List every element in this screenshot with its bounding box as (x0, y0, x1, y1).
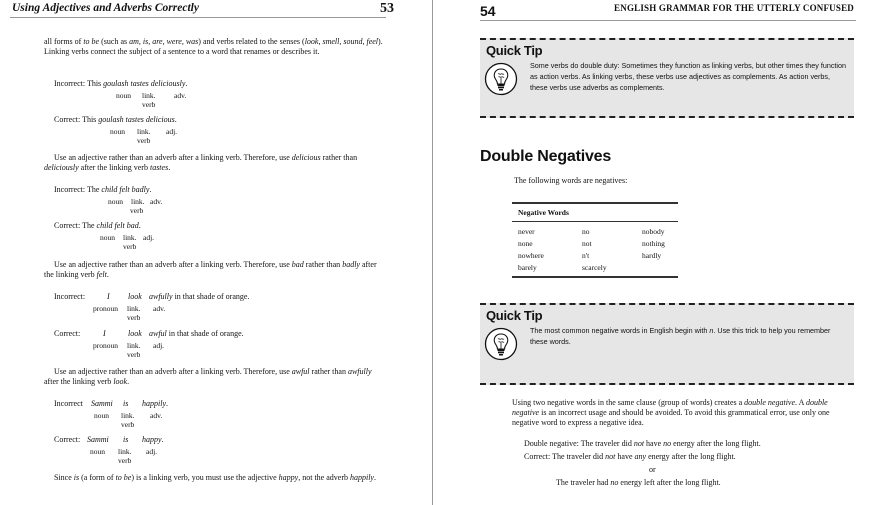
intro-paragraph: all forms of to be (such as am, is, are, were, was) and verbs related to the senses (look, smell, sound, feel). Linking verbs connect the subject of a sentence to a word that renames or describes it. (44, 37, 383, 56)
or-connector: or (649, 465, 656, 474)
part-of-speech-label: link. (121, 411, 135, 420)
example-sentence-rest: happily. (142, 399, 168, 408)
part-of-speech-label: link. (118, 447, 132, 456)
part-of-speech-label: adj. (153, 341, 165, 350)
quick-tip-box (480, 303, 854, 385)
example-word: Sammi (87, 435, 109, 444)
table-cell: never (518, 227, 535, 236)
part-of-speech-label: verb (123, 242, 137, 251)
lightbulb-icon (484, 327, 518, 361)
part-of-speech-label: adj. (166, 127, 178, 136)
page-number: 54 (480, 3, 496, 19)
table-column (582, 226, 607, 274)
example-sentence: Correct: (54, 329, 81, 338)
part-of-speech-label: verb (130, 206, 144, 215)
table-cell: n't (582, 251, 590, 260)
example-word: I (103, 329, 106, 338)
quick-tip-box (480, 38, 854, 118)
part-of-speech-label: adv. (174, 91, 187, 100)
example-sentence-rest: awful in that shade of orange. (149, 329, 244, 338)
example-sentence: Incorrect: (54, 292, 86, 301)
quick-tip-text: The most common negative words in English begin with n. Use this trick to help you remember these words. (530, 326, 831, 346)
header-rule (10, 17, 386, 18)
right-page (436, 0, 872, 505)
lightbulb-icon (484, 62, 518, 96)
example-sentence: The traveler had no energy left after the long flight. (556, 478, 721, 487)
example-word: is (123, 435, 129, 444)
part-of-speech-label: link. (127, 341, 141, 350)
example-word: look (128, 292, 142, 301)
negative-words-table (512, 202, 678, 278)
quick-tip-title: Quick Tip (486, 308, 543, 323)
table-body (512, 222, 678, 276)
explanation-paragraph: Using two negative words in the same clause (group of words) creates a double negative. A double negative is an incorrect usage and should be avoided. To avoid this grammatical error, use only one negative word to express a negative idea. (512, 398, 830, 427)
example-sentence: Correct: The traveler did not have any energy after the long flight. (524, 452, 736, 461)
table-column (642, 226, 665, 262)
table-cell: scarcely (582, 263, 607, 272)
part-of-speech-label: adv. (150, 411, 163, 420)
part-of-speech-label: pronoun (93, 304, 118, 313)
header-rule (480, 20, 856, 21)
example-word: I (107, 292, 110, 301)
part-of-speech-label: adj. (143, 233, 155, 242)
example-word: look (128, 329, 142, 338)
part-of-speech-label: link. (142, 91, 156, 100)
example-sentence: Incorrect: The child felt badly. (54, 185, 152, 194)
part-of-speech-label: verb (142, 100, 156, 109)
part-of-speech-label: verb (121, 420, 135, 429)
table-cell: hardly (642, 251, 662, 260)
part-of-speech-label: link. (137, 127, 151, 136)
table-cell: nothing (642, 239, 665, 248)
page-number: 53 (380, 1, 394, 16)
part-of-speech-label: link. (123, 233, 137, 242)
table-cell: none (518, 239, 533, 248)
example-sentence: Correct: The child felt bad. (54, 221, 141, 230)
part-of-speech-label: verb (127, 313, 141, 322)
part-of-speech-label: adv. (150, 197, 163, 206)
quick-tip-title: Quick Tip (486, 43, 543, 58)
table-header: Negative Words (512, 204, 678, 222)
explanation-paragraph: Use an adjective rather than an adverb after a linking verb. Therefore, use awful rather than awfully after the linking verb look. (44, 367, 372, 386)
part-of-speech-label: noun (90, 447, 105, 456)
explanation-paragraph: Since is (a form of to be) is a linking verb, you must use the adjective happy, not the adverb happily. (54, 473, 376, 482)
table-cell: not (582, 239, 592, 248)
example-sentence-rest: happy. (142, 435, 164, 444)
section-intro: The following words are negatives: (514, 176, 628, 185)
header-title: ENGLISH GRAMMAR FOR THE UTTERLY CONFUSED (614, 3, 854, 13)
example-word: is (123, 399, 129, 408)
example-word: Sammi (91, 399, 113, 408)
part-of-speech-label: link. (127, 304, 141, 313)
part-of-speech-label: adj. (146, 447, 158, 456)
part-of-speech-label: verb (127, 350, 141, 359)
left-page (0, 0, 430, 505)
part-of-speech-label: pronoun (93, 341, 118, 350)
part-of-speech-label: noun (100, 233, 115, 242)
table-cell: barely (518, 263, 537, 272)
part-of-speech-label: noun (108, 197, 123, 206)
table-cell: no (582, 227, 590, 236)
part-of-speech-label: noun (116, 91, 131, 100)
explanation-paragraph: Use an adjective rather than an adverb after a linking verb. Therefore, use delicious rather than deliciously after the linking verb tastes. (44, 153, 358, 172)
explanation-paragraph: Use an adjective rather than an adverb after a linking verb. Therefore, use bad rather than badly after the linking verb felt. (44, 260, 377, 279)
part-of-speech-label: adv. (153, 304, 166, 313)
example-sentence-rest: awfully in that shade of orange. (149, 292, 250, 301)
example-sentence: Double negative: The traveler did not have no energy after the long flight. (524, 439, 761, 448)
quick-tip-text: Some verbs do double duty: Sometimes they function as linking verbs, but other times they function as action verbs. As linking verbs, these verbs use adjectives as complements. As action verbs, these verbs use adverbs as complements. (530, 61, 847, 92)
part-of-speech-label: verb (118, 456, 132, 465)
part-of-speech-label: noun (110, 127, 125, 136)
part-of-speech-label: noun (94, 411, 109, 420)
page-gutter (432, 0, 433, 505)
header-title: Using Adjectives and Adverbs Correctly (12, 2, 199, 14)
example-sentence: Incorrect (54, 399, 83, 408)
part-of-speech-label: link. (131, 197, 145, 206)
part-of-speech-label: verb (137, 136, 151, 145)
section-title: Double Negatives (480, 148, 612, 165)
example-sentence: Correct: (54, 435, 81, 444)
table-cell: nowhere (518, 251, 544, 260)
example-sentence: Correct: This goulash tastes delicious. (54, 115, 177, 124)
running-header-left (12, 1, 394, 16)
table-cell: nobody (642, 227, 665, 236)
table-column (518, 226, 544, 274)
example-sentence: Incorrect: This goulash tastes deliciously. (54, 79, 188, 88)
